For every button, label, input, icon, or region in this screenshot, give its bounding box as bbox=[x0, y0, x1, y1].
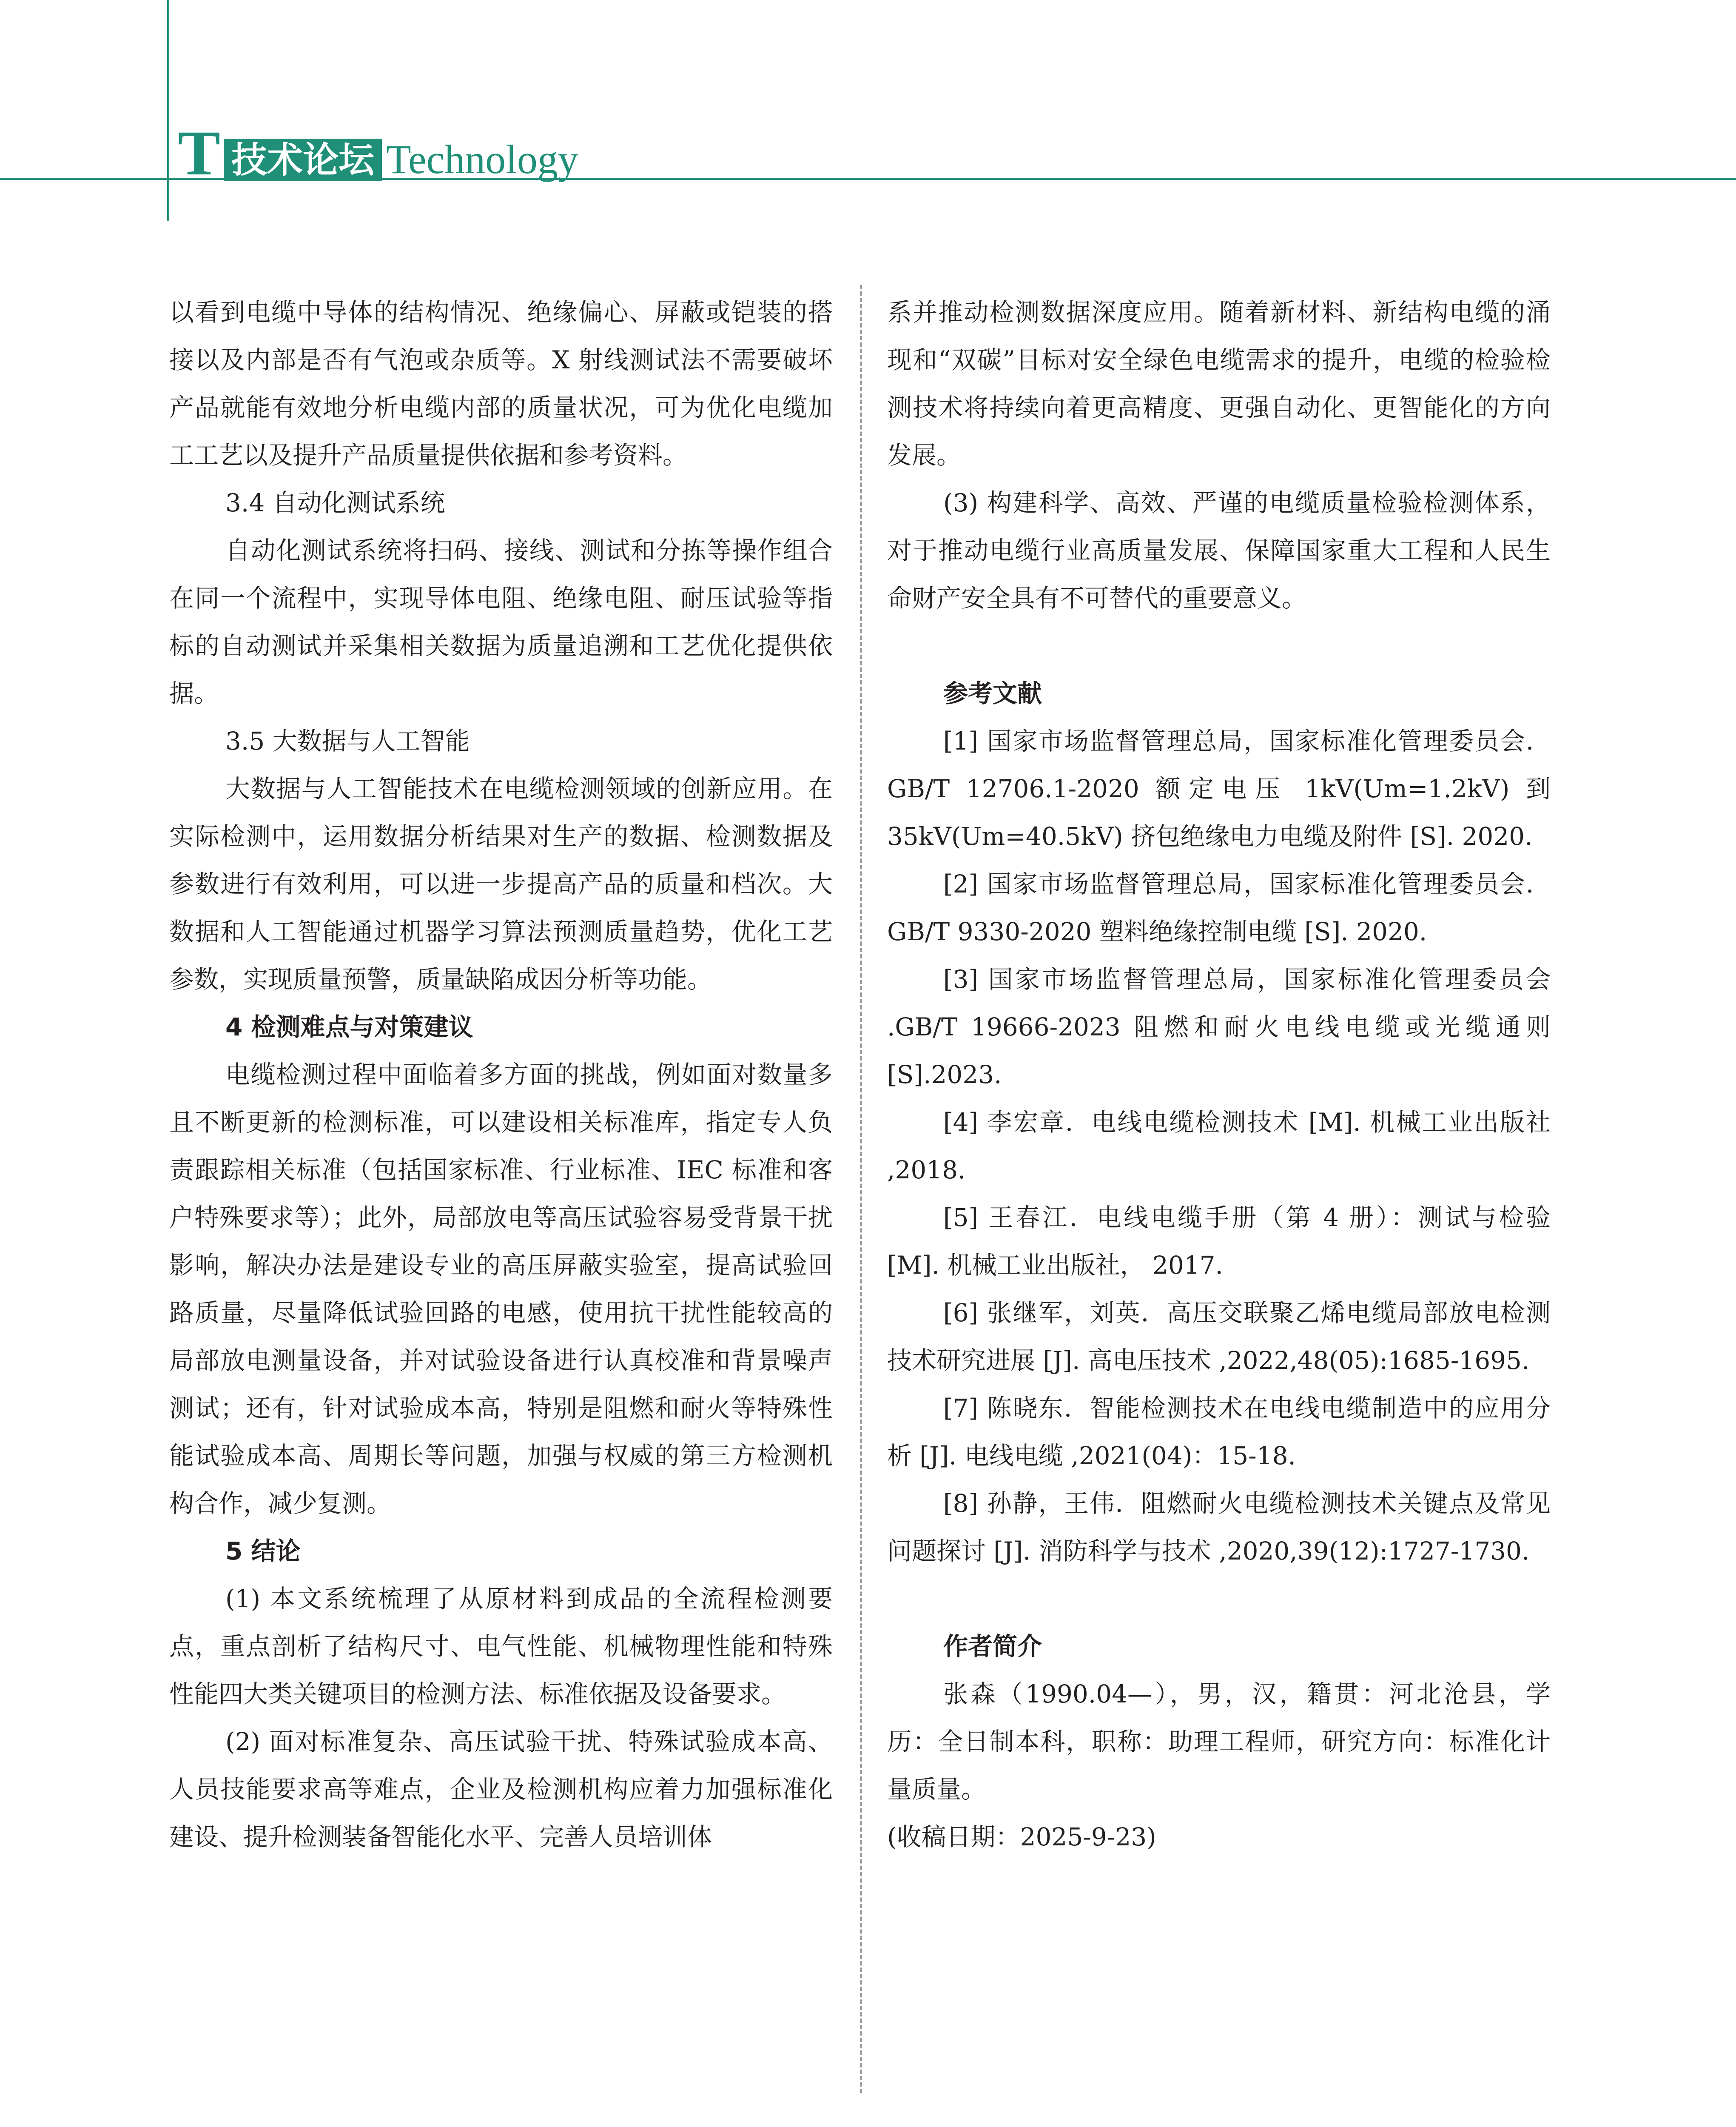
section-label-cn: 技术论坛 bbox=[224, 139, 382, 181]
section-label-en: Technology bbox=[386, 137, 578, 182]
reference-item: [2] 国家市场监督管理总局，国家标准化管理委员会．GB/T 9330-2020 塑料绝缘控制电缆 [S]. 2020. bbox=[887, 870, 1551, 946]
paragraph-xray-continued: 以看到电缆中导体的结构情况、绝缘偏心、屏蔽或铠装的搭接以及内部是否有气泡或杂质等。X 射线测试法不需要破坏产品就能有效地分析电缆内部的质量状况，可为优化电缆加工工艺以及提升产品质量提供依据和参考资料。 bbox=[169, 298, 833, 470]
reference-item: [4] 李宏章．电线电缆检测技术 [M]. 机械工业出版社 ,2018. bbox=[887, 1108, 1551, 1184]
paragraph-4: 电缆检测过程中面临着多方面的挑战，例如面对数量多且不断更新的检测标准，可以建设相关标准库，指定专人负责跟踪相关标准（包括国家标准、行业标准、IEC 标准和客户特殊要求等）；此外，局部放电等高压试验容易受背景干扰影响，解决办法是建设专业的高压屏蔽实验室，提高试验回路质量，尽量降低试验回路的电感，使用抗干扰性能较高的局部放电测量设备，并对试验设备进行认真校准和背景噪声测试；还有，针对试验成本高，特别是阻燃和耐火等特殊性能试验成本高、周期长等问题，加强与权威的第三方检测机构合作，减少复测。 bbox=[169, 1060, 833, 1518]
reference-item: [7] 陈晓东．智能检测技术在电线电缆制造中的应用分析 [J]. 电线电缆 ,2021(04)：15-18. bbox=[887, 1394, 1551, 1470]
left-column bbox=[169, 288, 833, 1861]
conclusion-3: (3) 构建科学、高效、严谨的电缆质量检验检测体系，对于推动电缆行业高质量发展、保障国家重大工程和人民生命财产安全具有不可替代的重要意义。 bbox=[887, 488, 1551, 613]
header-vertical-rule bbox=[167, 0, 169, 221]
reference-item: [5] 王春江．电线电缆手册（第 4 册）：测试与检验 [M]. 机械工业出版社， 2017. bbox=[887, 1203, 1551, 1280]
heading-3-5: 3.5 大数据与人工智能 bbox=[225, 727, 470, 756]
reference-item: [8] 孙静，王伟．阻燃耐火电缆检测技术关键点及常见问题探讨 [J]. 消防科学与技术 ,2020,39(12):1727-1730. bbox=[887, 1489, 1551, 1565]
right-column bbox=[887, 288, 1551, 1861]
reference-item: [3] 国家市场监督管理总局，国家标准化管理委员会 .GB/T 19666-2023 阻燃和耐火电线电缆或光缆通则 [S].2023. bbox=[887, 965, 1551, 1089]
paragraph-3-4: 自动化测试系统将扫码、接线、测试和分拣等操作组合在同一个流程中，实现导体电阻、绝缘电阻、耐压试验等指标的自动测试并采集相关数据为质量追溯和工艺优化提供依据。 bbox=[169, 536, 833, 708]
heading-3-4: 3.4 自动化测试系统 bbox=[225, 488, 445, 517]
column-divider bbox=[860, 285, 862, 2093]
received-date: (收稿日期：2025-9-23) bbox=[887, 1822, 1156, 1851]
reference-item: [6] 张继军，刘英．高压交联聚乙烯电缆局部放电检测技术研究进展 [J]. 高电压技术 ,2022,48(05):1685-1695. bbox=[887, 1298, 1551, 1375]
paragraph-3-5: 大数据与人工智能技术在电缆检测领域的创新应用。在实际检测中，运用数据分析结果对生产的数据、检测数据及参数进行有效利用，可以进一步提高产品的质量和档次。大数据和人工智能通过机器学习算法预测质量趋势，优化工艺参数，实现质量预警，质量缺陷成因分析等功能。 bbox=[169, 774, 833, 994]
references-title: 参考文献 bbox=[943, 679, 1042, 708]
conclusion-1: (1) 本文系统梳理了从原材料到成品的全流程检测要点，重点剖析了结构尺寸、电气性能、机械物理性能和特殊性能四大类关键项目的检测方法、标准依据及设备要求。 bbox=[169, 1584, 833, 1708]
author-bio-title: 作者简介 bbox=[943, 1632, 1042, 1661]
heading-4: 4 检测难点与对策建议 bbox=[225, 1012, 473, 1041]
conclusion-2-part-a: (2) 面对标准复杂、高压试验干扰、特殊试验成本高、人员技能要求高等难点，企业及检测机构应着力加强标准化建设、提升检测装备智能化水平、完善人员培训体 bbox=[169, 1727, 833, 1851]
conclusion-2-part-b: 系并推动检测数据深度应用。随着新材料、新结构电缆的涌现和“双碳”目标对安全绿色电缆需求的提升，电缆的检验检测技术将持续向着更高精度、更强自动化、更智能化的方向发展。 bbox=[887, 298, 1551, 470]
heading-5: 5 结论 bbox=[225, 1537, 301, 1565]
reference-item: [1] 国家市场监督管理总局，国家标准化管理委员会．GB/T 12706.1-2020 额定电压 1kV(Um=1.2kV) 到 35kV(Um=40.5kV) 挤包绝缘电力电缆及附件 [S]. 2020. bbox=[887, 727, 1551, 851]
brand-letter: T bbox=[178, 118, 221, 188]
author-bio-text: 张森（1990.04—），男，汉，籍贯：河北沧县，学历：全日制本科，职称：助理工程师，研究方向：标准化计量质量。 bbox=[887, 1679, 1551, 1804]
